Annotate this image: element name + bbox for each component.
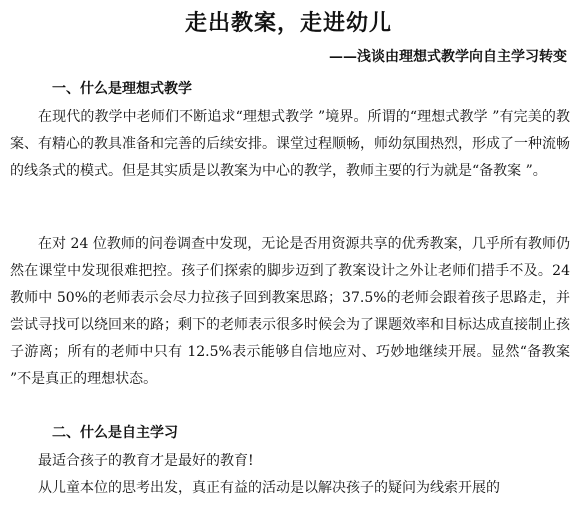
document-title: 走出教案，走进幼儿	[184, 10, 392, 36]
section1-paragraph2: 在对 24 位教师的问卷调查中发现，无论是否用资源共享的优秀教案，几乎所有教师仍然在课堂中发现很难把控。孩子们探索的脚步迈到了教案设计之外让老师们措手不及。24 教师中 50%的老师表示会尽力拉孩子回到教案思路；37.5%的老师会跟着孩子思路走，并尝试寻找可以绕回来的路；剩下的老师表示很多时候会为了课题效率和目标达成直接制止孩子游离；所有的老师中只有 12.5%表示能够自信地应对、巧妙地继续开展。显然“备教案 ”不是真正的理想状态。	[10, 236, 570, 387]
document-subtitle: ——浅谈由理想式教学向自主学习转变	[329, 49, 567, 65]
section2-line2: 从儿童本位的思考出发，真正有益的活动是以解决孩子的疑问为线索开展的	[38, 480, 500, 496]
section2-line1: 最适合孩子的教育才是最好的教育!	[38, 453, 254, 469]
section1-paragraph1: 在现代的教学中老师们不断追求“理想式教学 ”境界。所谓的“理想式教学 ”有完美的教案、有精心的教具准备和完善的后续安排。课堂过程顺畅，师幼氛围热烈，形成了一种流畅的线条式的模式。但是其实质是以教案为中心的教学，教师主要的行为就是“备教案 ”。	[10, 109, 570, 179]
section2-heading: 二、什么是自主学习	[52, 425, 178, 441]
section1-heading: 一、什么是理想式教学	[52, 81, 192, 97]
